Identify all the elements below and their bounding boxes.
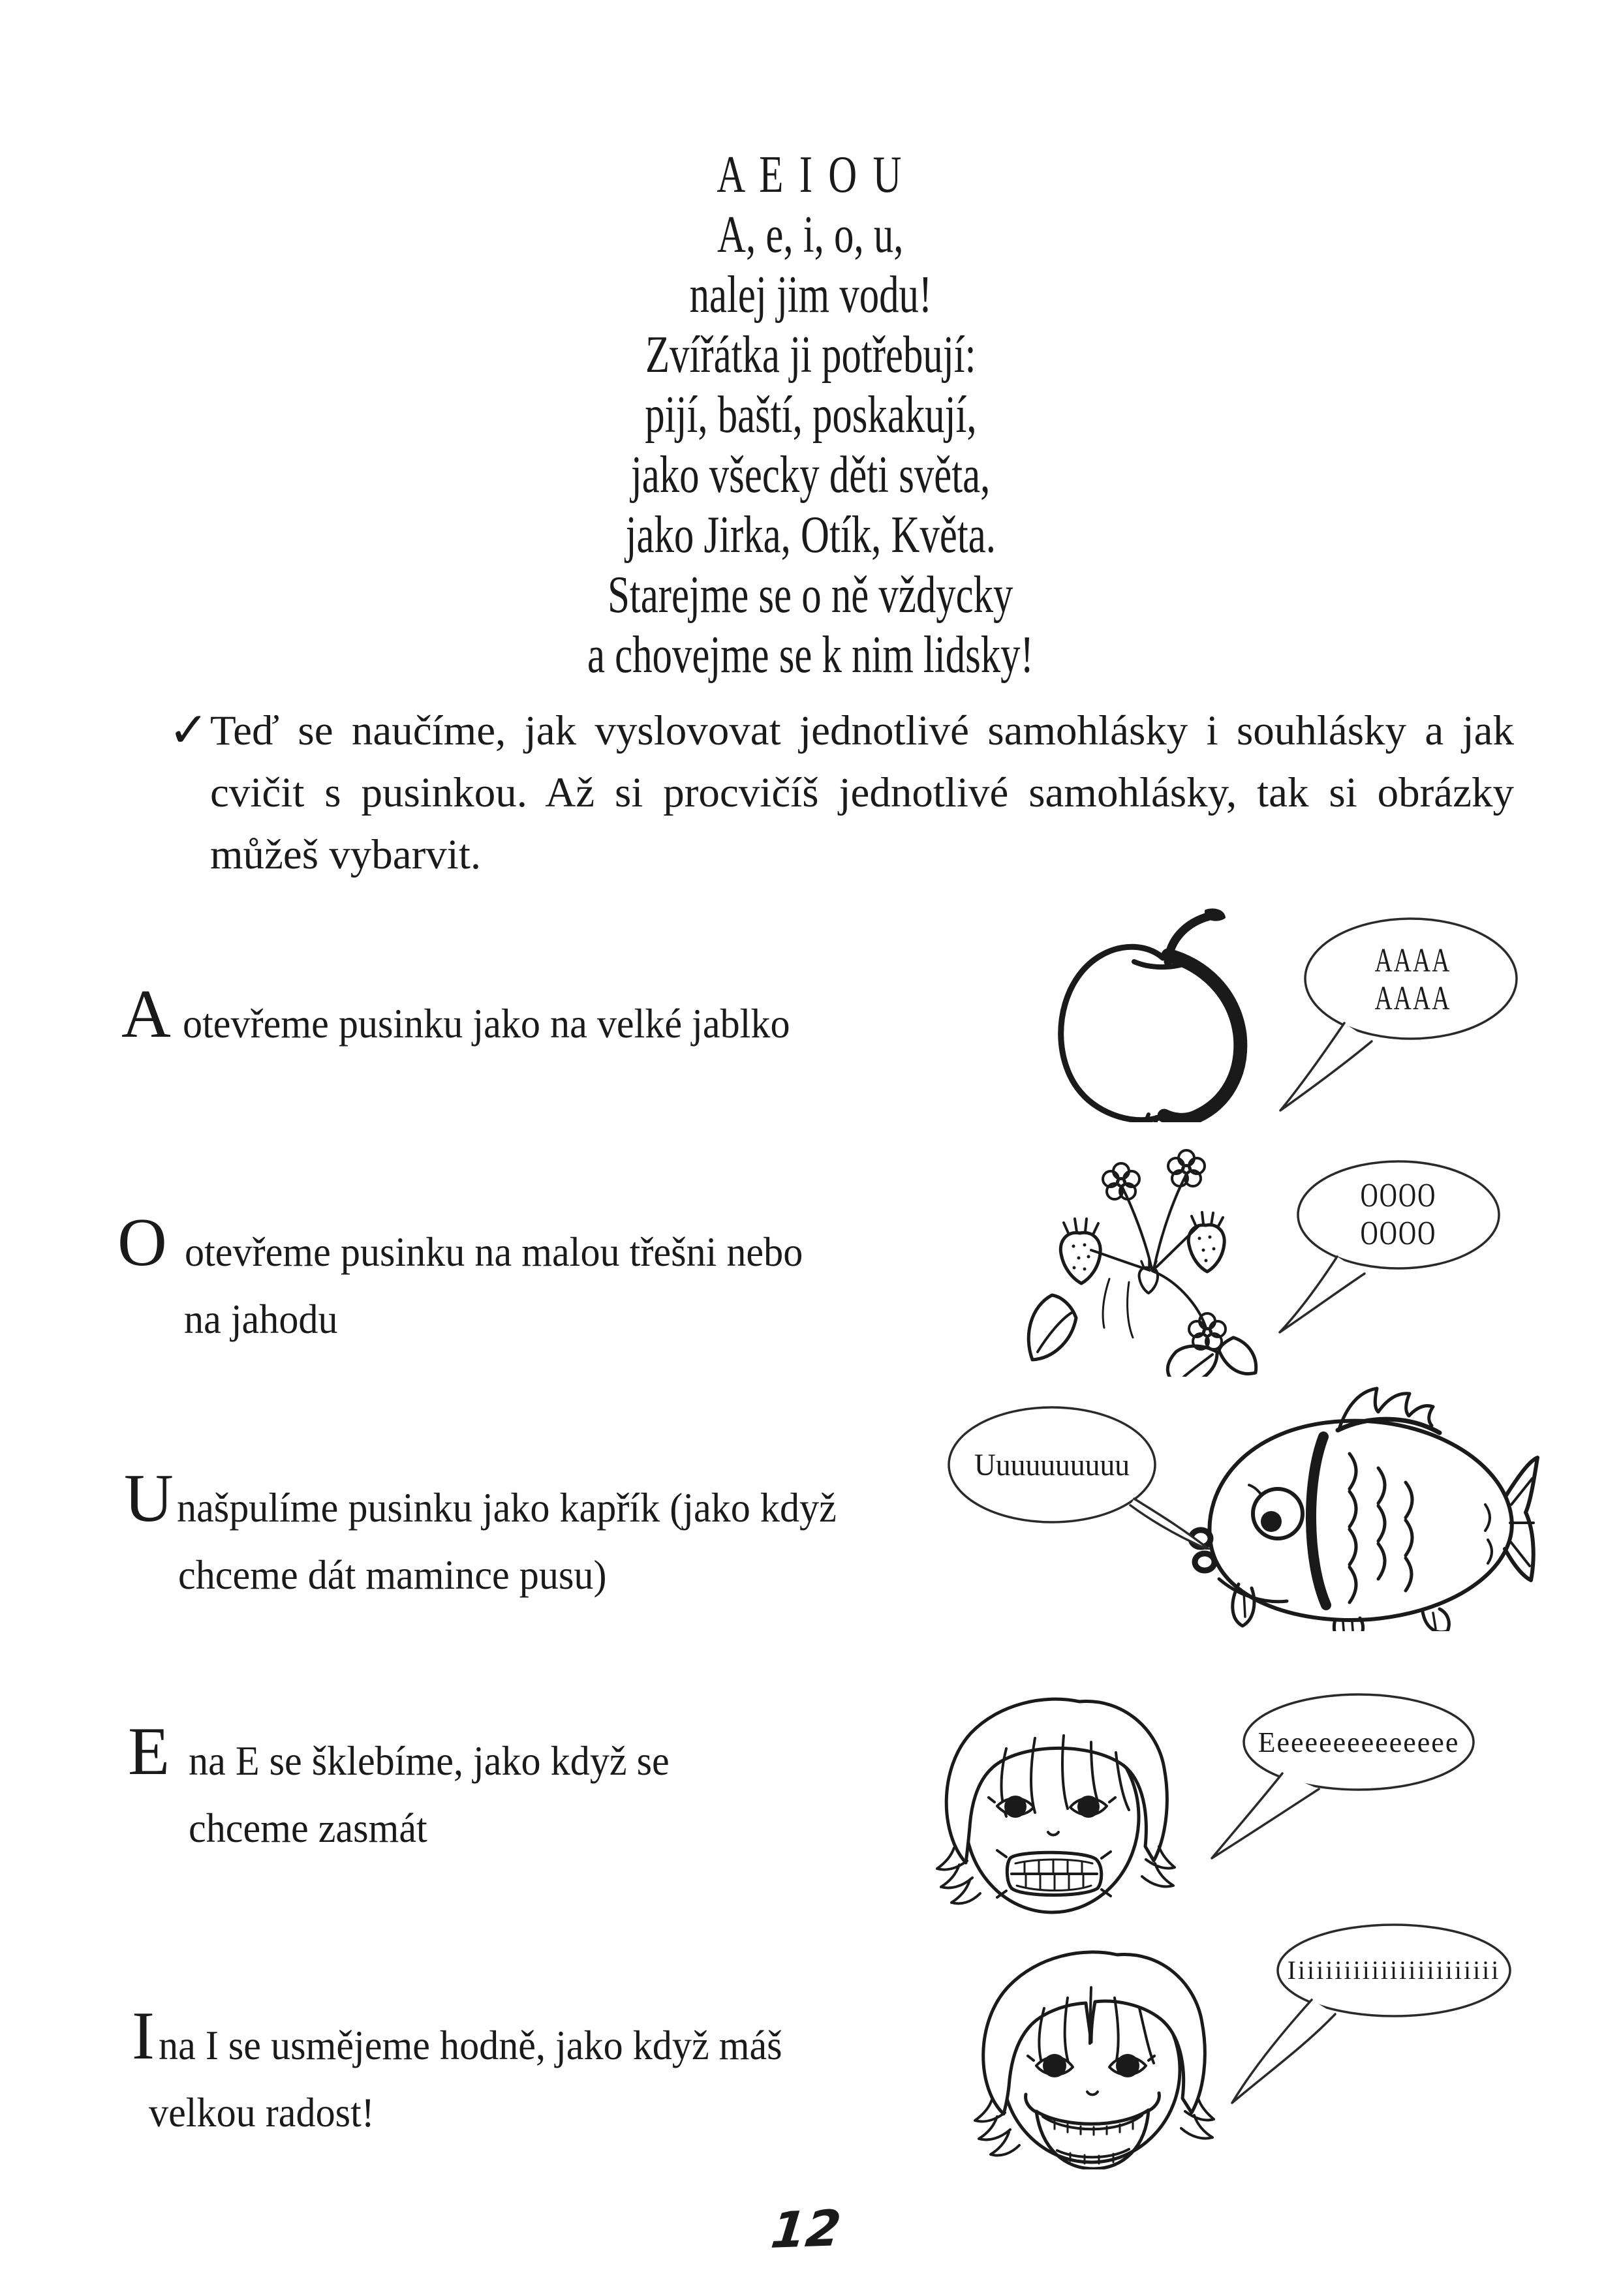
instruction-paragraph bbox=[168, 700, 1519, 886]
speech-bubble-i bbox=[1175, 1921, 1514, 2137]
checkmark-icon: ✓ bbox=[168, 704, 209, 758]
section-i-text-line: velkou radost! bbox=[149, 2089, 375, 2135]
poem-line: jako všecky děti světa, bbox=[630, 446, 991, 504]
poem-line: a chovejme se k nim lidsky! bbox=[587, 626, 1034, 684]
instruction-text bbox=[210, 700, 1514, 886]
speech-bubble-e-text: Eeeeeeeeeeeeee bbox=[1258, 1726, 1460, 1758]
section-u-text-line: našpulíme pusinku jako kapřík (jako když bbox=[177, 1484, 837, 1531]
poem-title: A E I O U bbox=[717, 146, 904, 204]
poem-line: Starejme se o ně vždycky bbox=[608, 566, 1013, 624]
speech-bubble-i-text: Iiiiiiiiiiiiiiiiiiiiiii bbox=[1287, 1955, 1501, 1985]
page-number: 12 bbox=[768, 2199, 844, 2259]
poem-block bbox=[0, 145, 1621, 685]
poem-line: jako Jirka, Otík, Květa. bbox=[625, 506, 996, 564]
section-e-text-line: chceme zasmát bbox=[189, 1805, 427, 1851]
instruction-line: cvičit s pusinkou. Až si procvičíš jednotlivé samohlásky, tak si obrázky bbox=[210, 769, 1514, 816]
strawberry-plant-illustration bbox=[1011, 1142, 1299, 1377]
apple-illustration bbox=[1038, 907, 1292, 1122]
instruction-line: můžeš vybarvit. bbox=[210, 831, 482, 878]
poem-line: Zvířátka ji potřebují: bbox=[645, 326, 976, 384]
section-a-text-line: otevřeme pusinku jako na velké jablko bbox=[183, 1000, 790, 1047]
poem-line: nalej jim vodu! bbox=[689, 266, 932, 324]
grimacing-child-face-illustration bbox=[914, 1670, 1188, 1918]
speech-bubble-e bbox=[1197, 1690, 1498, 1879]
section-letter-i: I bbox=[132, 1997, 155, 2074]
section-letter-e: E bbox=[128, 1713, 170, 1789]
section-letter-u: U bbox=[124, 1460, 174, 1536]
poem-line: A, e, i, o, u, bbox=[717, 206, 904, 264]
instruction-line: Teď se naučíme, jak vyslovovat jednotlivé samohlásky i souhlásky a jak bbox=[210, 707, 1514, 754]
section-o-text-line: otevřeme pusinku na malou třešni nebo bbox=[185, 1229, 803, 1275]
section-i-text-line: na I se usmějeme hodně, jako když máš bbox=[159, 2022, 782, 2068]
section-e-text-line: na E se šklebíme, jako když se bbox=[189, 1737, 670, 1784]
section-o-text-line: na jahodu bbox=[184, 1296, 338, 1342]
speech-bubble-o-text: OOOO OOOO bbox=[1360, 1177, 1437, 1252]
section-u-text-line: chceme dát mamince pusu) bbox=[178, 1552, 607, 1598]
speech-bubble-u-text: Uuuuuuuuuu bbox=[974, 1448, 1130, 1482]
speech-bubble-a-text: AAAA AAAA bbox=[1374, 942, 1451, 1017]
poem-line: pijí, baští, poskakují, bbox=[644, 386, 977, 444]
section-letter-a: A bbox=[121, 975, 171, 1052]
section-letter-o: O bbox=[117, 1204, 167, 1280]
